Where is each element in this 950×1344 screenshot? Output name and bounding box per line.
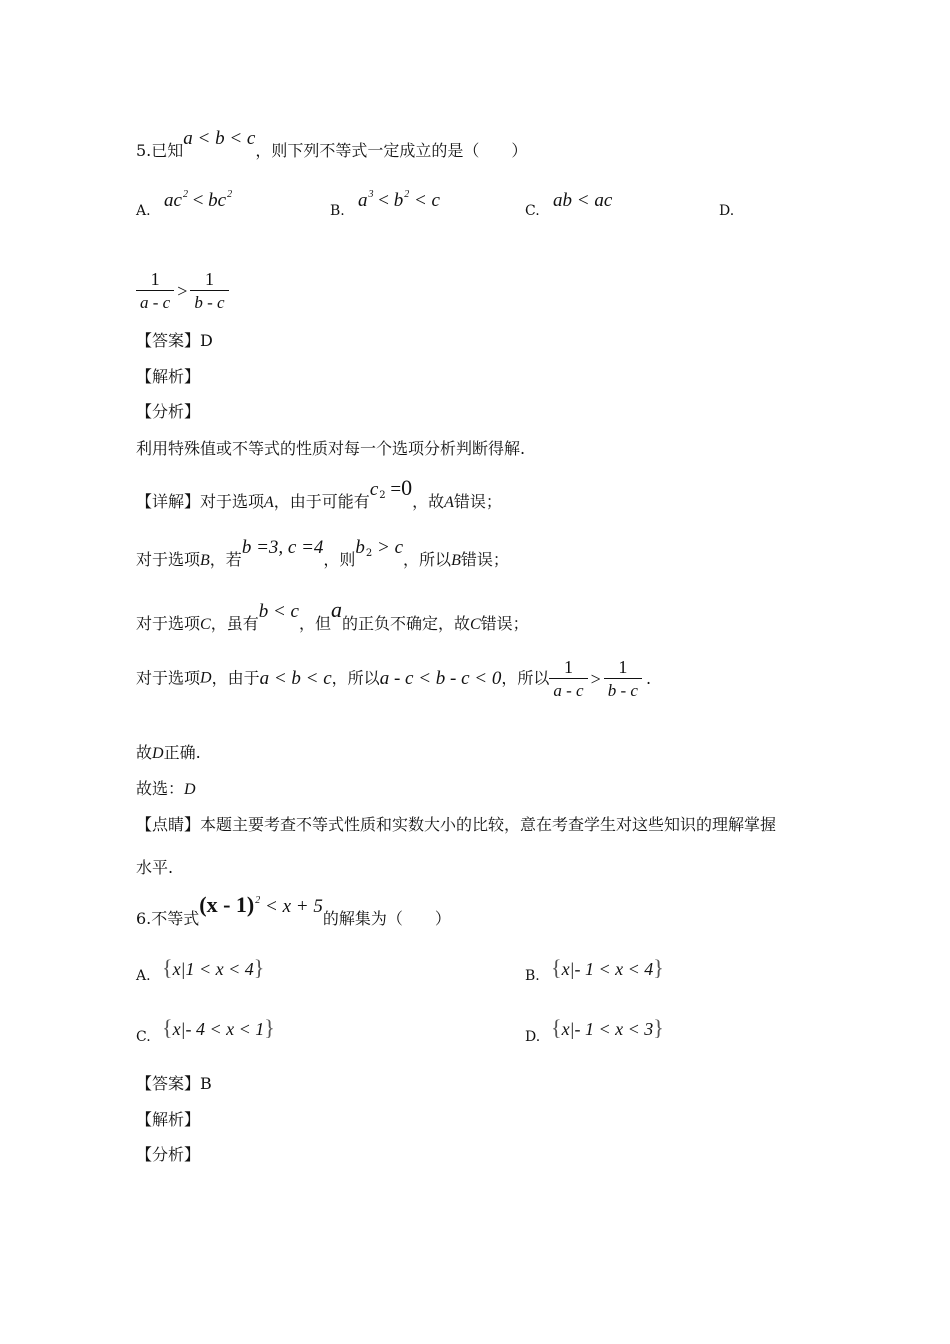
q5-stem [136,128,528,160]
q5-condition: a < b < c [183,128,256,149]
q6-option-d-set: {x|- 1 < x < 3} [551,1015,664,1040]
q5-analysis-heading: 【解析】 [136,367,201,386]
q6-option-a: A. [136,968,151,984]
q5-option-c [525,203,540,219]
q5-option-a [136,203,151,219]
option-label: B. [330,203,345,219]
q5-option-a-expr: $ac^2 < bc^2$ [164,189,233,211]
q5-number: 5.已知 [136,141,184,160]
brace-left: { [551,955,562,980]
q5-option-c-expr: ab < ac [553,190,613,211]
q6-stem-text: 的解集为（ ） [322,909,451,928]
q5-option-b [330,203,345,219]
q6-analysis-heading: 【解析】 [136,1110,201,1129]
q6-number: 6.不等式 [136,909,200,928]
q5-option-d [719,203,734,219]
q5-conclusion: 故D正确. [136,743,201,762]
q5-detail-d: 对于选项D，由于a < b < c，所以a - c < b - c < 0，所以 $\frac{1}{a - c}$ > $\frac{1}{b - c}$ . [136,657,652,700]
brace-left: { [551,1015,562,1040]
q5-fenxi-heading: 【分析】 [136,402,201,421]
fraction: $\frac{1}{a - c}$ [549,658,587,699]
q6-answer: 【答案】B [136,1074,212,1093]
option-label: C. [525,203,540,219]
q5-comment-line1: 【点睛】本题主要考查不等式性质和实数大小的比较，意在考查学生对这些知识的理解掌握 [136,815,777,834]
q5-stem-text: ，则下列不等式一定成立的是（ ） [255,141,528,160]
fraction: $\frac{1}{b - c}$ [190,270,228,311]
q5-choice: 故选：D [136,779,196,798]
brace-right: } [653,955,664,980]
q5-detail-c: 对于选项C，虽有b < c，但a的正负不确定，故C错误； [136,597,529,633]
option-label: D. [719,203,735,219]
q6-expr: (x - 1)$^2$ < x + 5 [199,892,323,917]
q6-option-b-set: {x|- 1 < x < 4} [551,955,664,980]
q5-detail-a: 【详解】对于选项A，由于可能有$c^2 =0$，故A错误； [136,475,502,511]
brace-right: } [653,1015,664,1040]
option-label: A. [136,203,151,219]
q6-option-c: C. [136,1029,151,1045]
q5-fenxi-text: 利用特殊值或不等式的性质对每一个选项分析判断得解. [136,439,526,458]
brace-left: { [162,955,173,980]
q6-option-d: D. [525,1029,541,1045]
q5-option-b-expr: $a^3 < b^2 < c$ [358,189,440,211]
q6-option-b: B. [525,968,540,984]
q6-stem [136,892,451,928]
q6-option-a-set: {x|1 < x < 4} [162,955,265,980]
brace-left: { [162,1015,173,1040]
q6-fenxi-heading: 【分析】 [136,1145,201,1164]
q6-option-c-set: {x|- 4 < x < 1} [162,1015,275,1040]
fraction: $\frac{1}{b - c}$ [604,658,642,699]
fraction: $\frac{1}{a - c}$ [136,270,174,311]
q5-answer: 【答案】D [136,331,213,350]
q5-detail-b: 对于选项B，若b =3, c =4，则$b^2 > c$，所以B错误； [136,537,509,569]
q5-option-d-expr: $\frac{1}{a - c}$ > $\frac{1}{b - c}$ [136,270,229,311]
brace-right: } [264,1015,275,1040]
q5-comment-line2: 水平. [136,858,174,877]
brace-right: } [253,955,265,980]
